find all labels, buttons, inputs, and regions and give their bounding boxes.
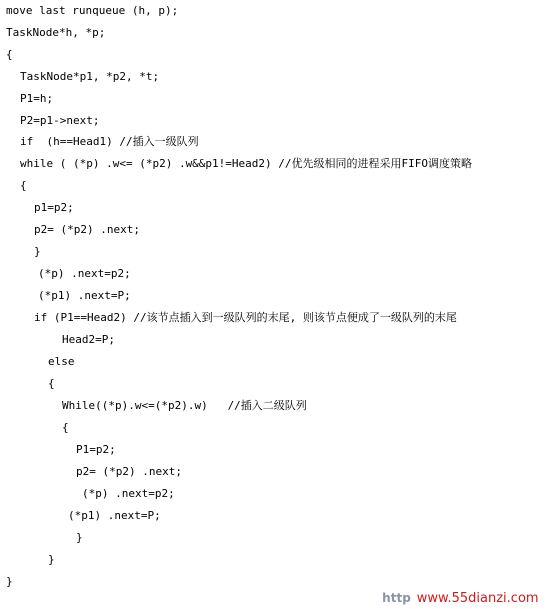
code-line-1: move last runqueue (h, p); [6, 4, 179, 17]
code-line-22: p2= (*p2) .next; [76, 465, 182, 478]
code-line-24: (*p1) .next=P; [68, 509, 161, 522]
code-line-23: (*p) .next=p2; [82, 487, 175, 500]
code-line-18: { [48, 377, 55, 390]
code-line-12: } [34, 245, 41, 258]
watermark-url: www.55dianzi.com [416, 591, 539, 606]
code-line-5: P1=h; [20, 92, 54, 105]
code-line-3: { [6, 48, 13, 61]
code-line-8: while ( (*p) .w<= (*p2) .w&&p1!=Head2) //优先级相同的进程采用FIFO调度策略 [20, 157, 473, 170]
code-line-7: if (h==Head1) //插入一级队列 [20, 135, 199, 148]
code-line-25: } [76, 531, 83, 544]
code-line-13: (*p) .next=p2; [38, 267, 131, 280]
code-line-6: P2=p1->next; [20, 114, 100, 127]
code-line-14: (*p1) .next=P; [38, 289, 131, 302]
code-line-17: else [48, 355, 75, 368]
code-line-10: p1=p2; [34, 201, 74, 214]
code-line-9: { [20, 179, 27, 192]
code-line-15: if (P1==Head2) //该节点插入到一级队列的末尾, 则该节点便成了一级队列的末尾 [34, 311, 457, 324]
code-line-2: TaskNode*h, *p; [6, 26, 106, 39]
code-line-4: TaskNode*p1, *p2, *t; [20, 70, 160, 83]
site-watermark [372, 567, 539, 606]
code-line-16: Head2=P; [62, 333, 115, 346]
code-line-27: } [6, 575, 13, 588]
watermark-prefix: http [382, 591, 411, 605]
code-line-20: { [62, 421, 69, 434]
code-line-21: P1=p2; [76, 443, 116, 456]
code-line-19: While((*p).w<=(*p2).w) //插入二级队列 [62, 399, 307, 412]
code-line-26: } [48, 553, 55, 566]
code-line-11: p2= (*p2) .next; [34, 223, 140, 236]
